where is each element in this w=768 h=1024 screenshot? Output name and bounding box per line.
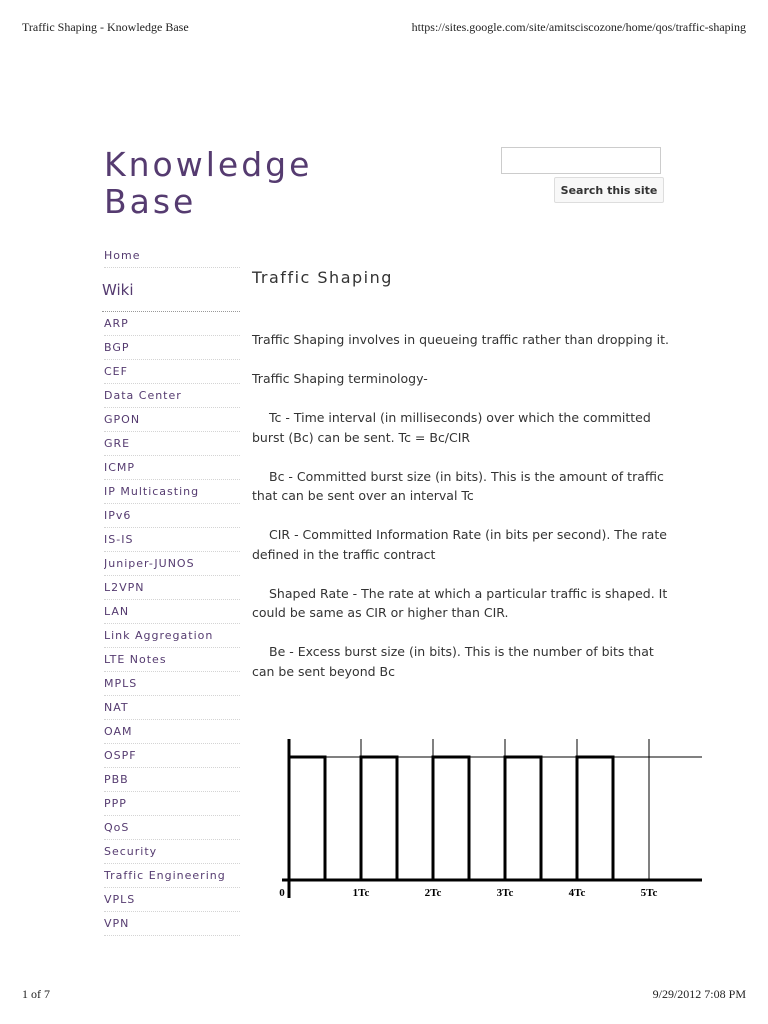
article-paragraph: Be - Excess burst size (in bits). This is the number of bits that can be sent beyond Bc xyxy=(252,644,654,679)
burst-pulses xyxy=(289,757,613,880)
sidebar-item-security[interactable]: Security xyxy=(104,840,240,864)
sidebar-item-cef[interactable]: CEF xyxy=(104,360,240,384)
sidebar-item-mpls[interactable]: MPLS xyxy=(104,672,240,696)
sidebar-item-traffic-engineering[interactable]: Traffic Engineering xyxy=(104,864,240,888)
article-paragraph: Traffic Shaping involves in queueing traffic rather than dropping it. xyxy=(252,332,670,347)
sidebar-item-vpn[interactable]: VPN xyxy=(104,912,240,936)
sidebar-item-vpls[interactable]: VPLS xyxy=(104,888,240,912)
sidebar-item-ospf[interactable]: OSPF xyxy=(104,744,240,768)
interval-label: 1Tc xyxy=(352,887,370,899)
article-content xyxy=(252,330,672,701)
search-button[interactable]: Search this site xyxy=(554,177,664,203)
article-paragraph: Tc - Time interval (in milliseconds) over which the committed burst (Bc) can be sent. Tc = Bc/CIR xyxy=(252,410,651,445)
page-title: Traffic Shaping xyxy=(252,268,393,287)
print-page-count: 1 of 7 xyxy=(22,987,50,1001)
sidebar-item-icmp[interactable]: ICMP xyxy=(104,456,240,480)
sidebar-item-arp[interactable]: ARP xyxy=(104,312,240,336)
sidebar-list xyxy=(104,312,240,936)
sidebar-item-ipv6[interactable]: IPv6 xyxy=(104,504,240,528)
sidebar-nav xyxy=(104,244,240,936)
sidebar-item-is-is[interactable]: IS-IS xyxy=(104,528,240,552)
sidebar-item-data-center[interactable]: Data Center xyxy=(104,384,240,408)
sidebar-item-oam[interactable]: OAM xyxy=(104,720,240,744)
sidebar-item-link-aggregation[interactable]: Link Aggregation xyxy=(104,624,240,648)
article-paragraph: Shaped Rate - The rate at which a particular traffic is shaped. It could be same as CIR or higher than CIR. xyxy=(252,585,668,620)
print-url: https://sites.google.com/site/amitsciscozone/home/qos/traffic-shaping xyxy=(411,20,746,34)
sidebar-item-lan[interactable]: LAN xyxy=(104,600,240,624)
article-paragraph: Bc - Committed burst size (in bits). This is the amount of traffic that can be sent over an interval Tc xyxy=(252,468,664,503)
sidebar-item-bgp[interactable]: BGP xyxy=(104,336,240,360)
burst-pulse xyxy=(577,757,613,880)
interval-label: 5Tc xyxy=(640,887,658,899)
interval-label: 2Tc xyxy=(424,887,442,899)
sidebar-item-pbb[interactable]: PBB xyxy=(104,768,240,792)
sidebar-item-l2vpn[interactable]: L2VPN xyxy=(104,576,240,600)
sidebar-item-nat[interactable]: NAT xyxy=(104,696,240,720)
burst-pulse xyxy=(505,757,541,880)
burst-pulse xyxy=(361,757,397,880)
sidebar-item-ip-multicasting[interactable]: IP Multicasting xyxy=(104,480,240,504)
sidebar-item-juniper-junos[interactable]: Juniper-JUNOS xyxy=(104,552,240,576)
search-input[interactable] xyxy=(501,147,661,174)
site-title[interactable]: Knowledge Base xyxy=(104,145,313,221)
burst-pulse xyxy=(289,757,325,880)
sidebar-item-home[interactable]: Home xyxy=(104,244,240,268)
interval-label: 3Tc xyxy=(496,887,514,899)
article-paragraph: CIR - Committed Information Rate (in bits per second). The rate defined in the traffic contract xyxy=(252,527,667,562)
sidebar-item-gre[interactable]: GRE xyxy=(104,432,240,456)
interval-labels xyxy=(279,887,657,899)
interval-label: 4Tc xyxy=(568,887,586,899)
wiki-heading: Wiki xyxy=(102,268,240,312)
print-page-title: Traffic Shaping - Knowledge Base xyxy=(22,20,189,34)
article-paragraph: Traffic Shaping terminology- xyxy=(252,371,428,386)
sidebar-item-gpon[interactable]: GPON xyxy=(104,408,240,432)
sidebar-item-ppp[interactable]: PPP xyxy=(104,792,240,816)
traffic-shaping-diagram xyxy=(272,736,712,906)
sidebar-item-lte-notes[interactable]: LTE Notes xyxy=(104,648,240,672)
print-datetime: 9/29/2012 7:08 PM xyxy=(652,987,746,1001)
sidebar-item-qos[interactable]: QoS xyxy=(104,816,240,840)
burst-pulse xyxy=(433,757,469,880)
interval-label: 0 xyxy=(279,887,285,899)
